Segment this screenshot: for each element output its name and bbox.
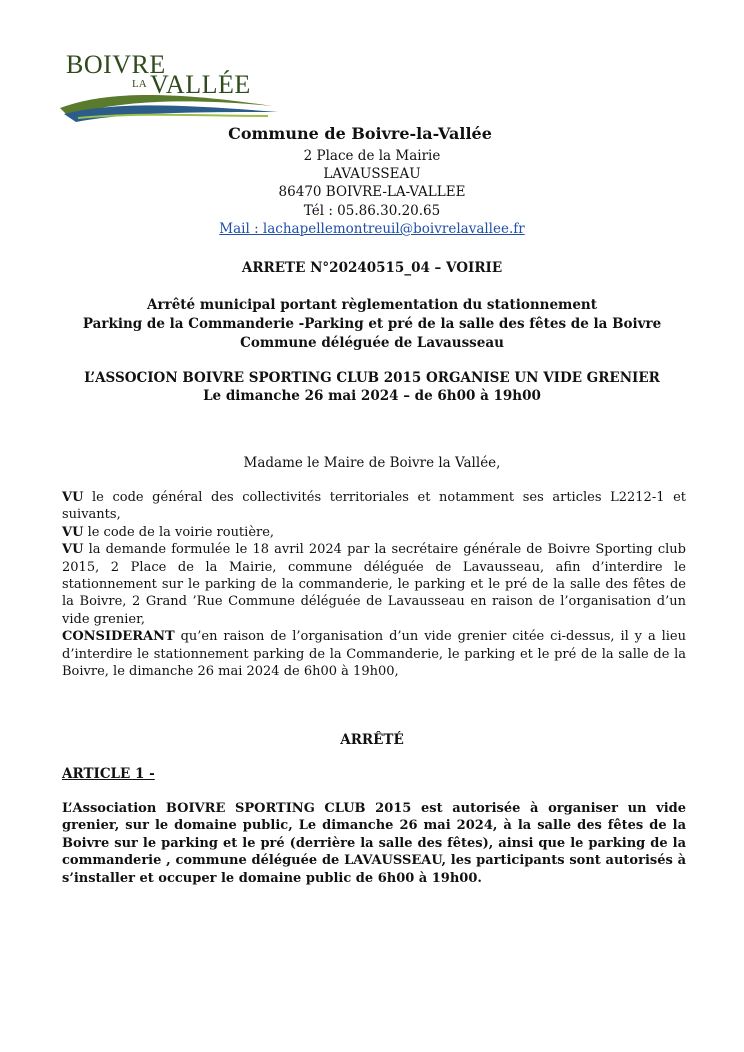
logo-text-vallee: VALLÉE <box>150 70 251 99</box>
commune-name: Commune de Boivre-la-Vallée <box>228 124 492 143</box>
decree-subject-2: Parking de la Commanderie -Parking et pré de la salle des fêtes de la Boivre <box>82 316 662 332</box>
mail-link[interactable]: Mail : lachapellemontreuil@boivrelavallee.fr <box>219 221 525 237</box>
consideration-text: qu’en raison de l’organisation d’un vide grenier citée ci-dessus, il y a lieu d’interdire le stationnement parking de la Commanderie, le parking et le pré de la salle de la Boivre, le dimanche 26 mai 2024 de 6h00 à 19h00, <box>62 629 686 680</box>
consideration-item <box>62 628 686 680</box>
consideration-text: le code de la voirie routière, <box>83 524 275 540</box>
address-line-2: LAVAUSSEAU <box>323 166 421 182</box>
article-1-title: ARTICLE 1 - <box>62 766 155 782</box>
consideration-text: la demande formulée le 18 avril 2024 par la secrétaire générale de Boivre Sporting club 2015, 2 Place de la Mairie, commune déléguée de Lavausseau, afin d’interdire le stationnement sur le parking de la commanderie, le parking et le pré de la salle des fêtes de la Boivre, 2 Grand ’Rue Commune déléguée de Lavausseau en raison de l’organisation d’un vide grenier, <box>62 542 686 627</box>
logo-text-boivre: BOIVRE <box>66 50 166 79</box>
consideration-lead: VU <box>62 524 84 540</box>
phone-line: Tél : 05.86.30.20.65 <box>303 203 441 219</box>
consideration-lead: VU <box>62 490 84 505</box>
greeting: Madame le Maire de Boivre la Vallée, <box>243 455 501 471</box>
consideration-lead: CONSIDERANT <box>62 629 175 645</box>
decree-subject-1: Arrêté municipal portant règlementation du stationnement <box>147 297 597 313</box>
address-line-1: 2 Place de la Mairie <box>303 148 441 164</box>
article-1-text: L’Association BOIVRE SPORTING CLUB 2015 est autorisée à organiser un vide grenier, sur le domaine public, Le dimanche 26 mai 2024, à la salle des fêtes de la Boivre sur le parking et le pré (derrière la salle des fêtes), ainsi que le parking de la commanderie , commune déléguée de LAVAUSSEAU, les participants sont autorisés à s’installer et occuper le domaine public de 6h00 à 19h00. <box>62 801 686 886</box>
event-line-2: Le dimanche 26 mai 2024 – de 6h00 à 19h00 <box>203 388 541 404</box>
address-line-3: 86470 BOIVRE-LA-VALLEE <box>278 184 466 200</box>
logo-text-la: LA <box>132 78 147 90</box>
logo-swoosh-icon <box>58 82 280 126</box>
municipality-logo <box>58 48 280 126</box>
considerations-block <box>62 489 686 680</box>
arrete-heading: ARRÊTÉ <box>340 732 404 748</box>
consideration-item <box>62 489 686 524</box>
decree-number: ARRETE N°20240515_04 – VOIRIE <box>241 260 503 276</box>
consideration-lead: VU <box>62 542 84 558</box>
consideration-text: le code général des collectivités territoriales et notamment ses articles L2212-1 et suivants, <box>62 490 686 523</box>
consideration-item <box>62 524 686 541</box>
decree-subject-3: Commune déléguée de Lavausseau <box>240 335 504 351</box>
consideration-item <box>62 541 686 628</box>
event-line-1: L’ASSOCION BOIVRE SPORTING CLUB 2015 ORGANISE UN VIDE GRENIER <box>84 370 660 386</box>
